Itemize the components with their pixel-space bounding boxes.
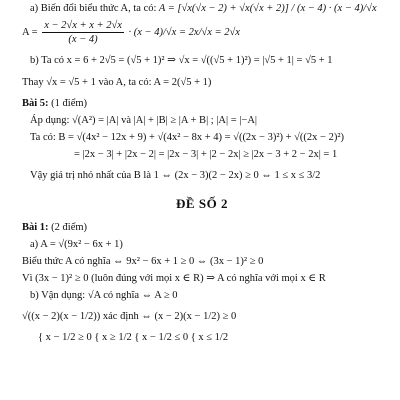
bai5-line2: = |2x − 3| + |2x − 2| = |2x − 3| + |2 − 2x| ≥ |2x − 3 + 2 − 2x| = 1 <box>74 149 338 160</box>
bai1-cases: { x − 1/2 ≥ 0 { x ≥ 1/2 { x − 1/2 ≤ 0 { x ≤ 1/2 <box>38 332 229 344</box>
bai1-reason: Vì (3x − 1)² ≥ 0 (luôn đúng với mọi x ∈ R) ⇒ A có nghĩa với mọi x ∈ R <box>22 272 326 284</box>
part-a-numerator: x − 2√x + x + 2√x <box>42 19 124 33</box>
part-b-line1: b) Ta có x = 6 + 2√5 = (√5 + 1)² ⇒ √x = √((√5 + 1)²) = |√5 + 1| = √5 + 1 <box>30 55 333 67</box>
section-heading <box>22 196 382 212</box>
part-a-expr1: a) Biến đổi biểu thức A, ta có: <box>30 3 157 14</box>
bai5-heading <box>22 97 382 110</box>
bai1-b-expr: √((x − 2)(x − 1/2)) xác định ⇔ (x − 2)(x − 1/2) ≥ 0 <box>22 311 237 323</box>
bai5-conclusion: Vậy giá trị nhỏ nhất của B là 1 ⇔ (2x − 3)(2 − 2x) ≥ 0 ⇔ 1 ≤ x ≤ 3/2 <box>30 170 321 182</box>
bai1-condition: Biểu thức A có nghĩa ⇔ 9x² − 6x + 1 ≥ 0 ⇔ (3x − 1)² ≥ 0 <box>22 255 264 267</box>
part-a-line <box>22 2 382 15</box>
part-a-eq2-rest: · (x − 4)/√x = 2x/√x = 2√x <box>128 27 240 39</box>
bai1-points: (2 điểm) <box>51 221 88 233</box>
bai5-points: (1 điểm) <box>51 97 88 109</box>
bai5-line1: Ta có: B = √(4x² − 12x + 9) + √(4x² − 8x + 4) = √((2x − 3)²) + √((2x − 2)²) <box>30 131 344 143</box>
part-b-line2: Thay √x = √5 + 1 vào A, ta có: A = 2(√5 + 1) <box>22 76 212 88</box>
bai1-heading <box>22 221 382 234</box>
part-a-expr1-formula: A = [√x(√x − 2) + √x(√x + 2)] / (x − 4) · (x − 4)/√x <box>158 3 377 14</box>
part-a-denominator: (x − 4) <box>68 34 98 46</box>
bai1-b-line: b) Vận dụng: √A có nghĩa ⇔ A ≥ 0 <box>30 290 178 301</box>
de-so-title: ĐỀ SỐ 2 <box>176 196 228 212</box>
bai5-title: Bài 5: <box>22 97 49 109</box>
bai1-a-line: a) A = √(9x² − 6x + 1) <box>30 238 123 250</box>
part-a-eq2: A = $\frac{x - 2√x + x + 2√x}{(x - 4)}$ · (x − 4)/√x = 2x/√x = 2√x <box>22 20 240 46</box>
part-a-fraction <box>42 19 124 46</box>
bai1-title: Bài 1: <box>22 221 49 233</box>
bai5-apply: Áp dụng: √(A²) = |A| và |A| + |B| ≥ |A + B| ; |A| = |−A| <box>30 114 258 126</box>
